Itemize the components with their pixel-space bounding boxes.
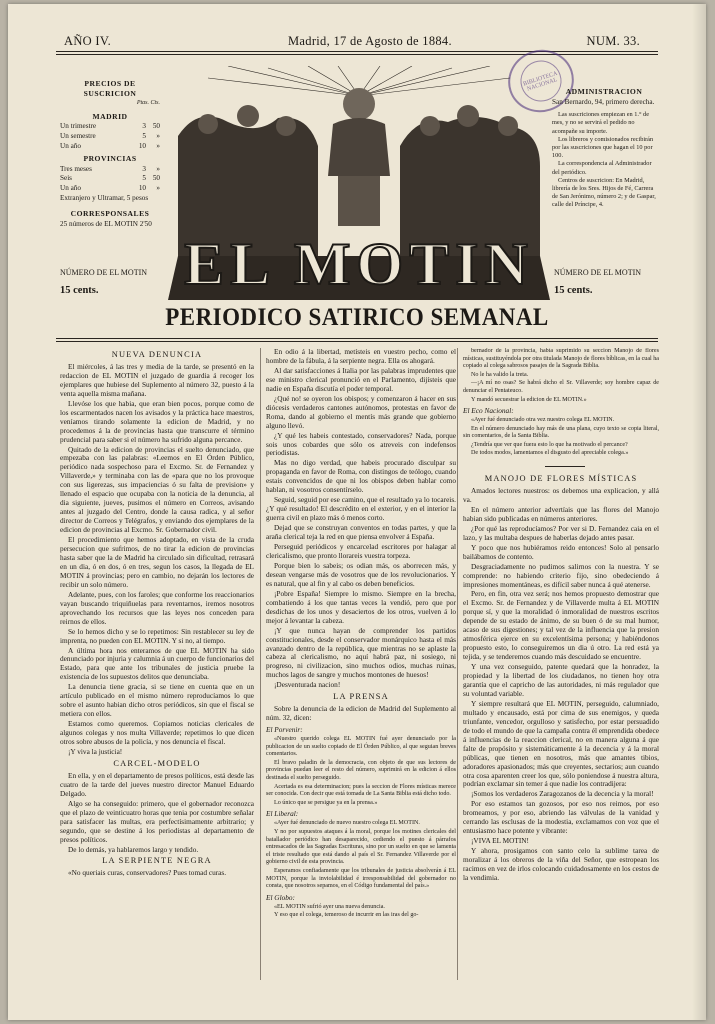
paragraph: No le ha valido la treta. — [471, 371, 529, 378]
paragraph: De lo demás, ya hablaremos largo y tendido. — [68, 844, 199, 854]
paragraph: Amados lectores nuestros: os debemos una explicacion, y allá va. — [463, 485, 659, 504]
price-row — [60, 184, 160, 194]
column-1 — [60, 348, 254, 988]
header-rule-2 — [56, 54, 658, 55]
administration-box — [552, 84, 656, 210]
column-2 — [260, 348, 456, 988]
paragraph: —¡A mí no osas? Se habrá dicho el Sr. Villaverde; soy hombre capaz de denunciar el Pentateuco. — [463, 380, 659, 394]
paragraph: El miércoles, á las tres y media de la tarde, se presentó en la redaccion de EL MOTIN el juzgado de guardia á recoger los ejemplares que hubiese del Suplemento al número 32, puesto á la venta aquella misma mañana. — [60, 361, 254, 398]
paragraph: Sobre la denuncia de la edicion de Madrid del Suplemento al núm. 32, dicen: — [266, 704, 456, 723]
page-edge-shadow — [692, 4, 706, 1020]
issue-label-right: NÚMERO DE EL MOTIN — [554, 268, 642, 277]
paragraph: ¿Qué no! se oyeron los obispos; y comenzaron á hacer en sus diócesis verdaderos cantones autónomos, protestas en favor de Roma, dando al gobierno el mentís más grande que gobierno alguno llevó. — [266, 393, 456, 430]
price-amount: » — [156, 164, 160, 173]
paragraph: ¡Y viva la justicia! — [68, 746, 123, 756]
issue-price-left: 15 cents. — [60, 285, 99, 296]
column-3 — [457, 348, 659, 988]
price-amount: 5 — [142, 131, 146, 140]
issue-box-left — [60, 268, 147, 296]
issue-number: NUM. 33. — [586, 34, 640, 48]
price-amount: 5 — [142, 174, 146, 183]
paragraph: Lo único que se persigue ya en la prensa.» — [274, 799, 378, 806]
paragraph: Dejad que se construyan conventos en todas partes, y que la araña clerical teja la red en que piensa envolver á España. — [266, 523, 456, 542]
paragraph: Y mandó secuestrar la edicion de EL MOTIN.» — [471, 396, 587, 403]
source-el-eco-nacional: El Eco Nacional: — [463, 406, 514, 416]
paragraph: ¿Y qué les habeis contestado, conservadores? Nada, porque sois unos cobardes que sólo os atreveis con indefensos periodistas. — [266, 430, 456, 458]
paragraph: «Ayer fué denunciado otra vez nuestro colega EL MOTIN. — [471, 417, 615, 424]
paragraph: Porque bien lo sabeis; os odian más, os aborrecen más, y desean vengarse más de vosotros que de los revolucionarios. Y es natural, que al fin y al cabo os deben beneficios. — [266, 560, 456, 588]
article-la-prensa — [266, 705, 456, 723]
paragraph: Por eso estamos tan gozosos, por eso nos reimos, por eso bromeamos, y por eso, abriendo las válvulas de la vanidad y cerrando las esclusas de la modestia, exclamamos con voz que el entusiasmo hace potente y vibrante: — [463, 799, 659, 836]
header-rule — [56, 51, 658, 52]
price-period: Un trimestre — [60, 122, 97, 131]
price-row — [60, 122, 160, 132]
price-row — [60, 142, 160, 152]
admin-line: Los libreros y comisionados recibirán por las suscriciones que hagan el 10 por 100. — [552, 135, 654, 160]
masthead-illustration — [168, 66, 550, 302]
price-amount: » — [156, 141, 160, 150]
headline-serpiente-negra: LA SERPIENTE NEGRA — [102, 856, 212, 866]
price-amount: 50 — [152, 122, 160, 131]
correspondents-price: 25 números de EL MOTIN 2'50 — [60, 219, 152, 228]
article-nueva-denuncia — [60, 363, 254, 757]
article-manojo — [463, 487, 659, 883]
headline-manojo: MANOJO DE FLORES MÍSTICAS — [484, 474, 638, 484]
price-amount: 50 — [152, 174, 160, 183]
paragraph: Adelante, pues, con los faroles; que conforme los reaccionarios vayan buscando triquiñuelas para reventarnos, iremos nosotros aprovechando los recursos que las leyes nos conceden para reirnos de ellos. — [60, 589, 254, 626]
paragraph: La denuncia tiene gracia, si se tiene en cuenta que en un artículo publicado en el mismo número reproducíamos lo que sobre el asunto habian dicho otros periódicos, sin que el fiscal se metiera con ellos. — [60, 682, 254, 719]
paragraph: El bravo paladin de la democracia, con objeto de que sus lectores de provincias puedan leer el resto del número, suprimirá en la edicion á ellos destinada el suelto perseguido. — [266, 759, 456, 782]
price-period: Un semestre — [60, 131, 96, 140]
paragraph: En odio á la libertad, metísteis en vuestro pecho, como el hombre de la fábula, á la serpiente negra. Ella os ahogará. — [266, 348, 456, 365]
price-period: Un año — [60, 183, 81, 192]
paragraph: ¡Y que nunca hayan de comprender los partidos constitucionales, desde el conservador monárquico hasta el más avanzado dentro de la república, que mientras no se aplaste la cabeza al clericalismo, no aquí habrá paz, ni sosiego, ni progreso, ni civilizacion, sino muchos odios, muchas ruinas, muchos lagos de sangre y muchos montones de huesos! — [266, 625, 456, 680]
paragraph: Acertada es esa determinacion; pues la seccion de Flores místicas merece ser conocida. Con decir que está tomada de La Santa Biblia está dicho todo. — [266, 783, 456, 798]
correspondents-heading: CORRESPONSALES — [70, 209, 150, 219]
quote-el-globo-continued — [463, 348, 659, 404]
paragraph: ¡Pobre España! Siempre lo mismo. Siempre en la brecha, combatiendo á los que tantas veces la vendió, pero que por desdichas de los unos y desaciertos de los otros, vuelven á lo mejor á levantar la cabeza. — [266, 588, 456, 625]
source-el-porvenir: El Porvenir: — [266, 725, 303, 735]
paragraph: Estamos como queremos. Copiamos noticias clericales de algunos colegas y nos multa Villaverde; repetimos lo que dicen otros sobre abusos de la policía, y nos denuncia el fiscal. — [60, 719, 254, 747]
paragraph: Se lo hemos dicho y se lo repetimos: Sin restablecer su ley de imprenta, no pueden con EL MOTIN. Y si no, al tiempo. — [60, 626, 254, 645]
paragraph: Y siempre resultará que EL MOTIN, perseguido, calumniado, multado y encausado, está por cima de sus enemigos, y queda triunfante, vencedor, orgulloso y satisfecho, por estar persuadido de todo el mundo de que la campaña contra él emprendida obedece á influencias de la reaccion clerical, no en manera alguna á que falte de propósito y sistemáticamente á la decencia y á la moral públicas, que tienen en nosotros, más que amantes tibios, adoradores apasionados; más que creyentes, sectarios; aun cuando otra cosa aparenten creer los que, sólo poniendose á nuestra altura, podrían exclamar sin temer á que nadie los contradijera: — [463, 698, 659, 789]
prices-title: PRECIOS DE SUSCRICION — [83, 79, 137, 98]
volume: AÑO IV. — [64, 34, 112, 48]
subtitle-rule-2 — [56, 341, 658, 342]
paragraph: A última hora nos enteramos de que EL MOTIN ha sido denunciado por injuria y calumnia á un cuerpo de funcionarios del Estado, para que ante los tribunales de justicia pruebe la existencia de los supuestos delitos que denunciaba. — [60, 645, 254, 682]
paragraph: Llevóse los que habia, que eran bien pocos, porque como de los escarmentados nacen los avisados y la práctica hace maestros, veníamos tirando solamente la edicion de Madrid, y no procedemos á la de provincias hasta que transcurre el término prudencial para saber si el número ha sufrido alguna percance. — [60, 398, 254, 444]
masthead-title: EL MOTIN — [184, 231, 534, 297]
paragraph: «EL MOTIN sufrió ayer una nueva denuncia. — [274, 903, 385, 910]
admin-line: Las suscriciones empiezan en 1.° de mes, y no se servirá el pedido no acompañe su importe. — [552, 111, 649, 135]
article-carcel-modelo — [60, 772, 254, 855]
paragraph: De todos modos, lamentamos el disgusto del apreciable colega.» — [471, 450, 629, 457]
paragraph: ¿Tendría que ver que fuera esto lo que ha motivado el percance? — [471, 441, 628, 448]
article-serpiente-continued — [266, 348, 456, 690]
admin-title: ADMINISTRACION — [565, 87, 643, 96]
source-el-globo: El Globo: — [266, 892, 295, 902]
article-serpiente-negra — [60, 869, 254, 878]
paragraph: En el número denunciado hay más de una plana, cuyo texto se copia literal, sin comentarios, de la Santa Biblia. — [463, 425, 659, 440]
paragraph: ¿Por qué las reproducíamos? Por ver si D. Fernandez caia en el lazo, y las multaba despues de haberlas dejado antes pasar. — [463, 523, 659, 542]
paragraph: Y no por supuestos ataques á la moral, porque los motines clericales del batallador periódico han desaparecido, cediendo el puesto á párrafos entresacados de las Sagradas Escrituras, sino por un suelto en que se lamenta el triste resultado que está dando al país el Sr. Fernandez Villaverde por el gobierno civil de esta provincia. — [266, 828, 456, 866]
paragraph: Esperamos confiadamente que los tribunales de justicia absolverán á EL MOTIN, porque la inviolabilidad é irresponsabilidad del gobernador no consta, que nosotros sepamos, en el Código fundamental del país.» — [266, 867, 456, 890]
price-row — [60, 174, 160, 184]
price-period: Seis — [60, 174, 72, 183]
dateline: Madrid, 17 de Agosto de 1884. — [288, 34, 452, 48]
paragraph: bernador de la provincia, había suprimido su seccion Manojo de flores místicas, sustituyéndola por otra titulada Manojo de flores bíblicas, en la cual ha copiado al colega sabrosos pasajes de la Sagrada Biblia. — [463, 348, 659, 370]
paragraph: Algo se ha conseguido: primero, que el gobernador reconozca que el plazo de veinticuatro horas que tenia por costumbre señalar para satisfacer las multas, era perfectísimamente arbitrario; y segundo, que se destine á los periodistas al departamento de presos políticos. — [60, 798, 254, 844]
subtitle-rule — [56, 338, 658, 339]
quote-el-porvenir — [266, 736, 456, 807]
issue-label-left: NÚMERO DE EL MOTIN — [60, 268, 148, 277]
price-row — [60, 165, 160, 175]
admin-line: La correspondencia al Administrador del periódico. — [552, 160, 652, 176]
paragraph: «No queriais curas, conservadores? Pues tomad curas. — [68, 868, 227, 878]
price-amount: » — [156, 131, 160, 140]
madrid-rows — [60, 122, 160, 151]
short-rule — [463, 462, 659, 471]
paragraph: Desgraciadamente no pudimos salirnos con la nuestra. Y se comprende: no habiendo criterio fijo, sino obedeciendo á impresiones momentáneas, es difícil saber nunca á qué atenerse. — [463, 561, 659, 589]
paragraph: «Ayer fué denunciado de nuevo nuestro colega EL MOTIN. — [274, 820, 420, 827]
headline-nueva-denuncia: NUEVA DENUNCIA — [111, 350, 203, 359]
source-el-liberal: El Liberal: — [266, 809, 299, 819]
price-period: Tres meses — [60, 164, 92, 173]
paragraph: Y una vez conseguido, patente quedará que la honradez, la propiedad y la libertad de los ciudadanos, no tienen hoy otra garantía que el capricho de las autoridades, ni más regulador que su voluntad variable. — [463, 662, 659, 698]
paragraph: Mas no digo verdad, que habeis procurado disculpar su propaganda en favor de Roma, con distingos de teólogo, cuando estais convencidos de que ni los obispos deben hablar como hablan, ni vosotros consentírselo. — [266, 458, 456, 495]
paragraph: «Nuestro querido colega EL MOTIN fué ayer denunciado por la publicacion de un suelto copiado de El Órden Público, al que seguian breves comentarios. — [266, 736, 456, 758]
price-amount: » — [156, 183, 160, 192]
subscription-prices — [60, 76, 160, 229]
price-amount: 10 — [138, 141, 146, 150]
newspaper-page — [8, 4, 706, 1020]
paragraph: Quitado de la edicion de provincias el suelto denunciado, que empezaba con las palabras: «Leemos en El Órden Público, periódico nada sospechoso para el Excmo. Sr. de Fernandez y Villaverde,» y terminaba con las de «para que no los provoque con sus ligerezas, sus impaciencias ó su falta de prevision» y llenado el espacio que ocupaba con la noticia de la denuncia, al dia siguiente, jueves, pusimos el número en Correos, avisando antes al juzgado del Centro, donde la causa radica, y al señor director de Correos y Telégrafos, y enviando dos ejemplares de la edicion de provincias al Excmo. Sr. Gobernador civil. — [60, 444, 254, 535]
provinces-rows — [60, 165, 160, 194]
madrid-heading: MADRID — [92, 111, 128, 121]
paragraph: Y eso que el colega, temeroso de incurrir en las iras del go- — [274, 912, 419, 919]
paragraph: Y ahora, prosigamos con santo celo la sublime tarea de moralizar á los obreros de la viña del Señor, que estropean los racimos en vez de irlos colocando cuidadosamente en los cestos de la vendimia. — [463, 846, 659, 883]
price-row — [60, 132, 160, 142]
header-line — [56, 34, 658, 48]
price-amount: 3 — [142, 122, 146, 131]
admin-address: San Bernardo, 94, primero derecha. — [552, 97, 655, 106]
issue-price-right: 15 cents. — [554, 285, 593, 296]
paragraph: Pero, en fin, otra vez será; nos hemos propuesto demostrar que el Excmo. Sr. de Fernandez y de Villaverde multa á EL MOTIN porque sí, y que la moralidad ó inmoralidad de nuestros escritos depende de su estado de ánimo, de su buen ó de su mal humor, acaso de sus digestiones; y tal vez de la influencia que la presion atmosférica ejerce en su excelentísima persona; y habiéndonos propuesto esto, lo conseguiremos un dia ú otro. La red está ya tejida, y se tenderemos cuando más descuidado se encuentre. — [463, 589, 659, 662]
headline-carcel-modelo: CARCEL-MODELO — [113, 758, 201, 768]
paragraph: ¡VIVA EL MOTIN! — [471, 836, 529, 846]
stamp-text: BIBLIOTECA NACIONAL — [522, 70, 559, 93]
admin-line: Centros de suscricion: En Madrid, librería de los Sres. Hijos de Fé, Carrera de San Jerónimo, número 2; y de Gaspar, calle del Príncipe, 4. — [552, 176, 656, 209]
price-period: Un año — [60, 141, 81, 150]
newspaper-subtitle: PERIODICO SATIRICO SEMANAL — [165, 304, 549, 331]
quote-el-eco-nacional — [463, 417, 659, 458]
price-amount: 10 — [138, 183, 146, 192]
quote-el-globo — [266, 904, 456, 920]
headline-la-prensa: LA PRENSA — [333, 692, 389, 702]
paragraph: Al dar satisfacciones á Italia por las palabras imprudentes que ese ministro clerical pronunció en el Parlamento, dijísteis que nadie en España discutía el poder temporal. — [266, 365, 456, 393]
price-amount: 3 — [142, 164, 146, 173]
prices-columns: Ptas. Cts. — [136, 100, 160, 107]
paragraph: ¡Desventurada nacion! — [274, 680, 341, 690]
issue-box-right — [554, 268, 641, 296]
paragraph: En ella, y en el departamento de presos políticos, está desde las cuatro de la tarde del jueves nuestro director Manuel Eduardo Delgado. — [60, 770, 254, 798]
paragraph: El procedimiento que hemos adoptado, en vista de la cruda persecucion que sufrimos, de no tirar la edicion de provincias hasta saber que la de Madrid ha circulado sin dificultad, retrasará en un dia, ó en dos, ó en tres, segun los casos, la llegada de EL MOTIN á provincias; pero en cambio, no dejarán los lectores de recibir un solo número. — [60, 535, 254, 589]
paragraph: Y poco que nos hubiéramos reido entonces! Solo al pensarlo bailábamos de contento. — [463, 542, 659, 561]
paragraph: En el número anterior advertíais que las flores del Manojo habian sido publicadas en números anteriores. — [463, 504, 659, 523]
paragraph: ¡Somos los verdaderos Zaragozanos de la decencia y la moral! — [471, 789, 654, 799]
paragraph: Perseguid periódicos y encarcelad escritores por halagar al clericalismo, que pronto llorareis vuestra torpeza. — [266, 542, 456, 560]
provinces-heading: PROVINCIAS — [83, 154, 137, 164]
paragraph: Seguid, seguid por ese camino, que el resultado ya lo tocareis. ¿Y qué resultado! El descrédito en el exterior, y en el interior la guerra civil en plazo más ó menos corto. — [266, 495, 456, 523]
quote-el-liberal — [266, 820, 456, 890]
abroad-price: Extranjero y Ultramar, 5 pesos — [60, 193, 149, 202]
